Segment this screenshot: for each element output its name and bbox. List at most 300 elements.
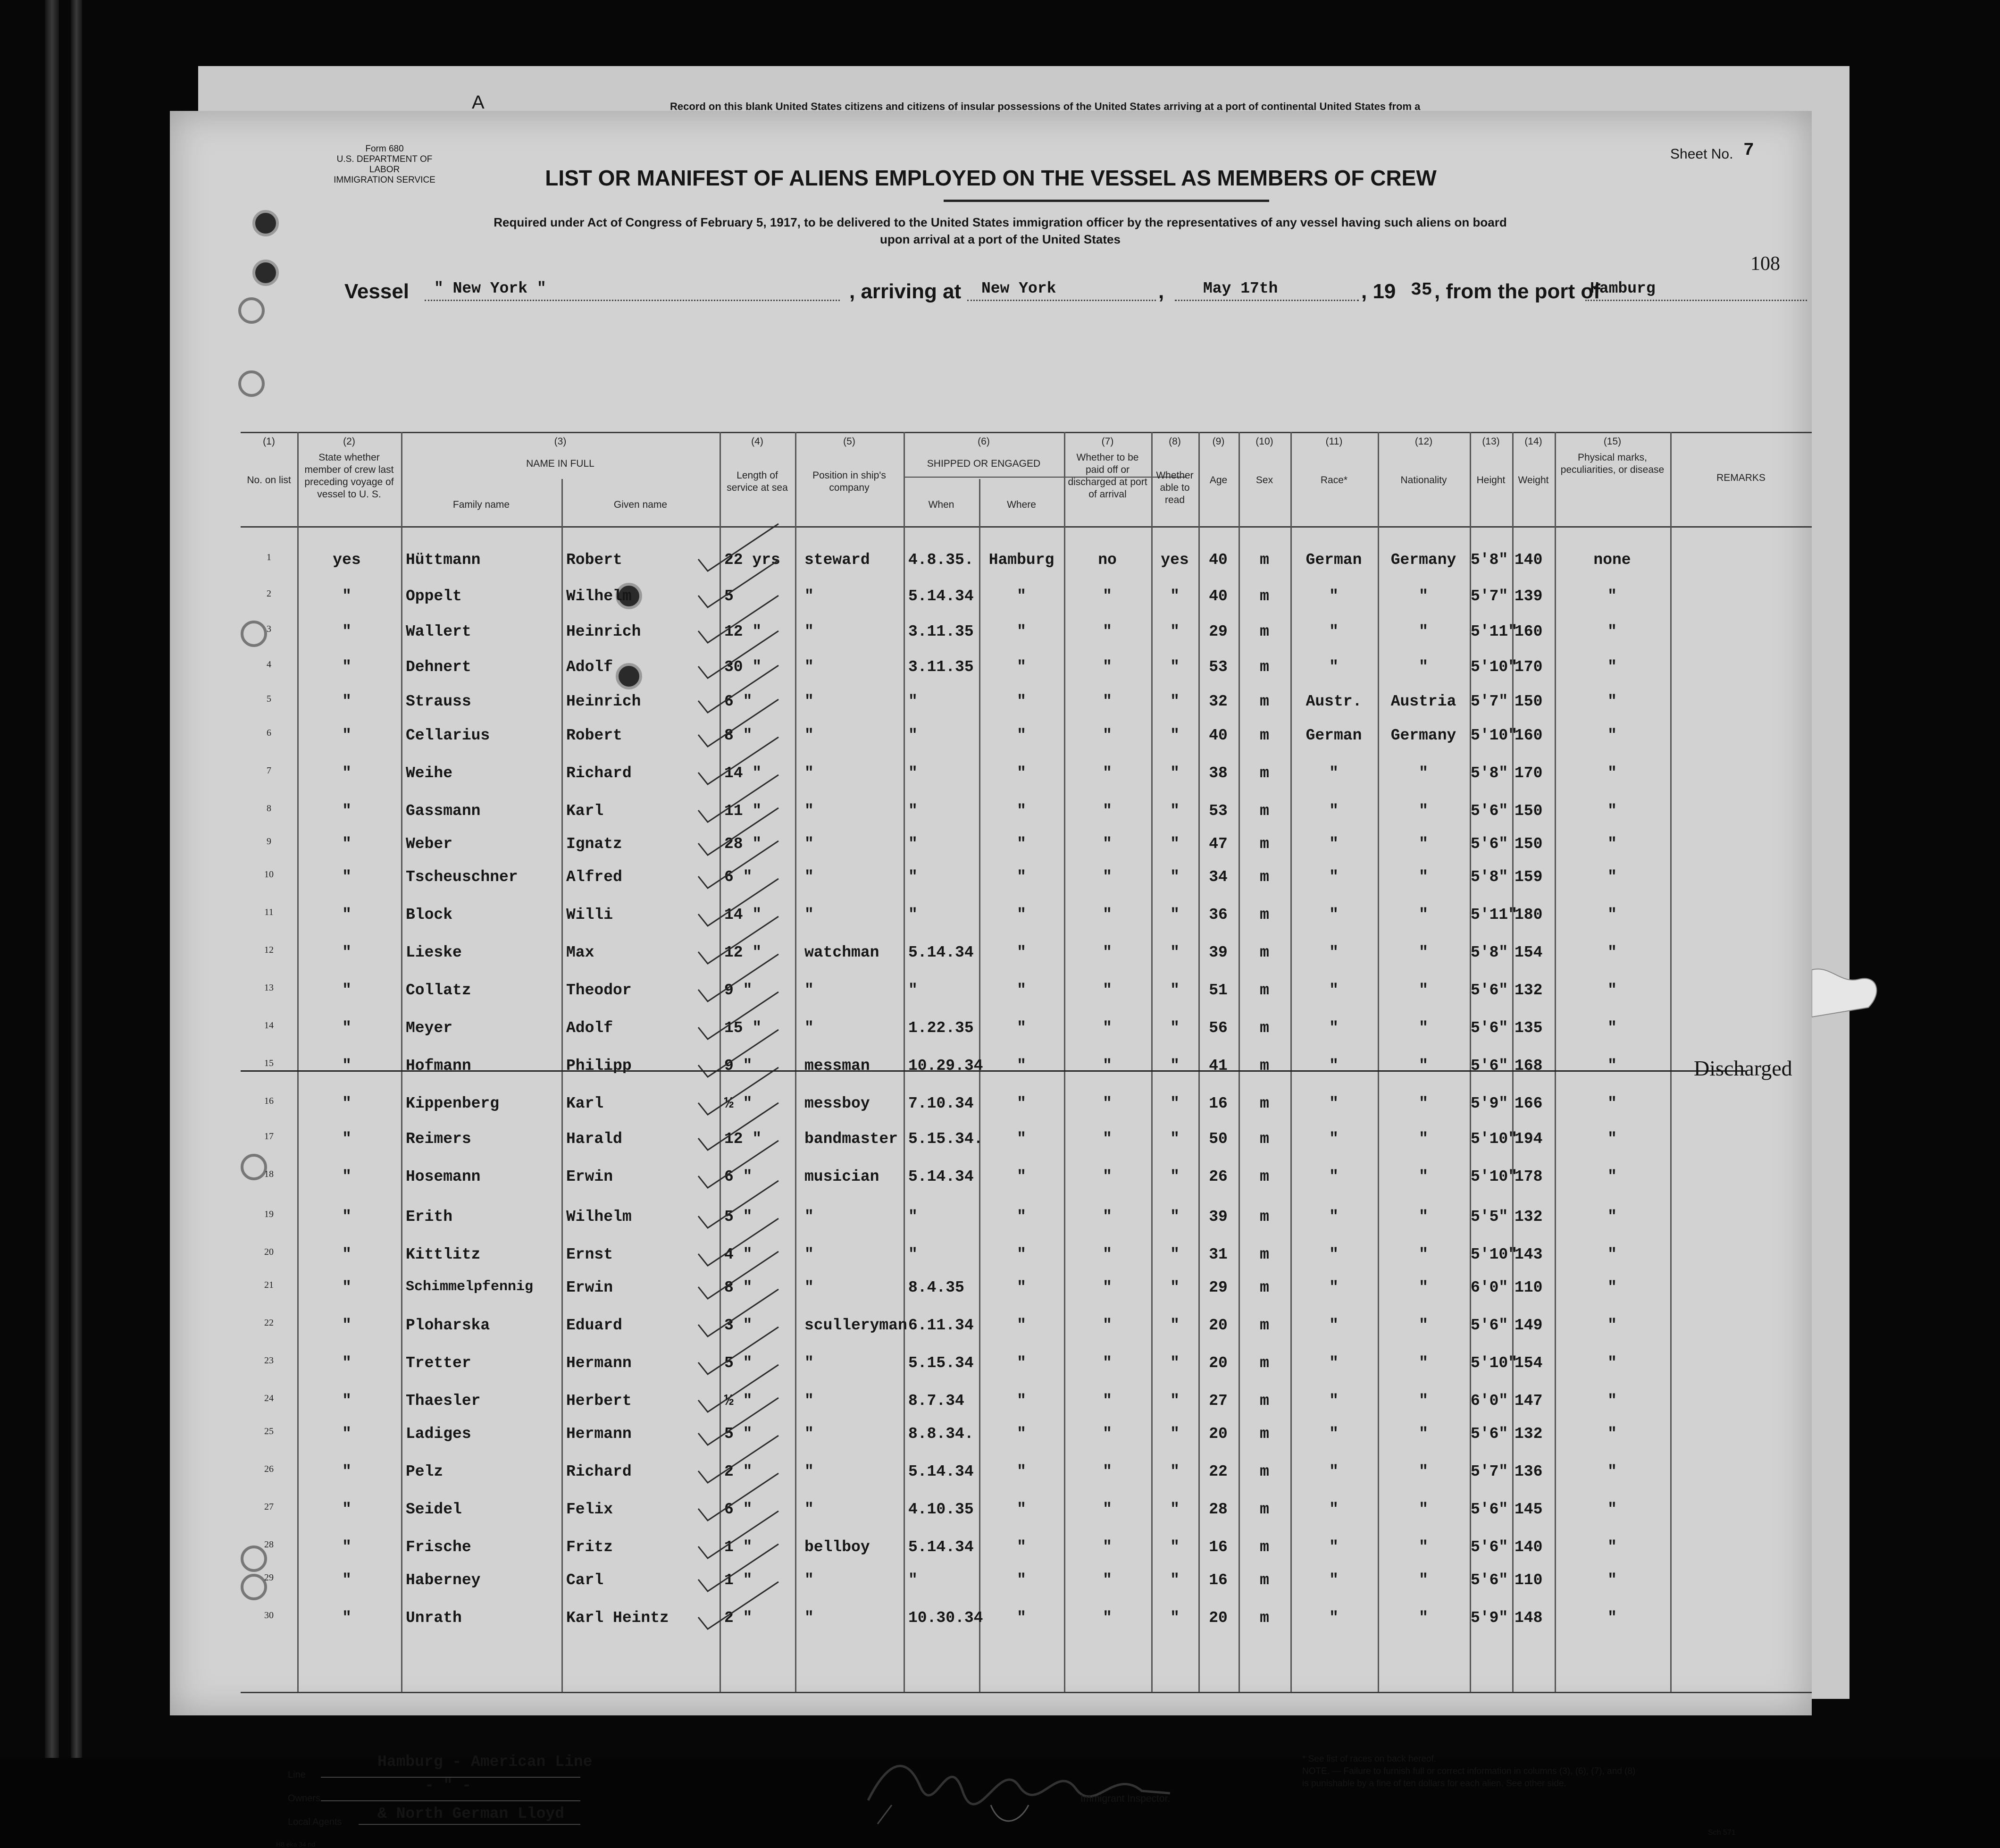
cell-paid: " (1103, 764, 1112, 782)
cell-race: " (1329, 658, 1339, 676)
cell-race: " (1329, 1019, 1339, 1037)
inspector-signature (849, 1734, 1189, 1829)
row-number: 30 (264, 1610, 274, 1621)
cell-paid: " (1103, 1168, 1112, 1185)
cell-age: 20 (1209, 1425, 1228, 1443)
column-header: Whether to be paid off or discharged at port of arrival (1068, 452, 1147, 500)
column-subheader: Given name (613, 499, 668, 510)
cell-when: 5.14.34 (908, 588, 974, 605)
cell-read: " (1170, 1392, 1180, 1410)
cell-given: Robert (566, 727, 622, 744)
cell-height: 5'8" (1471, 551, 1508, 569)
cell-prev: " (342, 1463, 351, 1480)
cell-read: " (1170, 802, 1180, 820)
cell-prev: " (342, 1538, 351, 1556)
cell-service: ½ " (724, 1392, 753, 1410)
cell-position: " (804, 623, 814, 640)
cell-age: 39 (1209, 944, 1228, 961)
cell-read: " (1170, 1571, 1180, 1589)
cell-age: 53 (1209, 802, 1228, 820)
cell-prev: " (342, 1317, 351, 1334)
cell-paid: " (1103, 868, 1112, 886)
cell-position: " (804, 868, 814, 886)
cell-height: 5'6" (1471, 1019, 1508, 1037)
cell-given: Heinrich (566, 693, 641, 710)
cell-paid: " (1103, 1019, 1112, 1037)
cell-sex: m (1260, 658, 1269, 676)
cell-age: 47 (1209, 835, 1228, 853)
cell-family: Erith (406, 1208, 453, 1226)
row-number: 13 (264, 983, 274, 993)
cell-height: 5'8" (1471, 764, 1508, 782)
cell-height: 5'6" (1471, 1425, 1508, 1443)
cell-where: " (1017, 802, 1026, 820)
cell-prev: " (342, 802, 351, 820)
cell-height: 5'9" (1471, 1095, 1508, 1112)
row-number: 2 (267, 588, 271, 599)
cell-marks: " (1607, 1463, 1617, 1480)
row-number: 29 (264, 1572, 274, 1583)
cell-height: 5'9" (1471, 1609, 1508, 1627)
top-record-note: Record on this blank United States citizens and citizens of insular possessions of the United States arriving at a port of continental United States from a (670, 101, 1421, 112)
cell-when: 4.10.35 (908, 1501, 974, 1518)
check-mark (698, 1181, 778, 1228)
cell-nat: " (1419, 1571, 1428, 1589)
cell-service: 6 " (724, 1168, 753, 1185)
cell-age: 53 (1209, 658, 1228, 676)
cell-when: " (908, 727, 918, 744)
check-mark (698, 665, 778, 713)
cell-service: 3 " (724, 1317, 753, 1334)
cell-nat: " (1419, 835, 1428, 853)
cell-marks: " (1607, 1354, 1617, 1372)
cell-service: 30 " (724, 658, 762, 676)
cell-nat: " (1419, 982, 1428, 999)
cell-where: " (1017, 623, 1026, 640)
cell-race: " (1329, 835, 1339, 853)
cell-weight: 140 (1515, 1538, 1543, 1556)
cell-family: Weber (406, 835, 453, 853)
cell-prev: " (342, 1168, 351, 1185)
cell-nat: " (1419, 658, 1428, 676)
cell-sex: m (1260, 1425, 1269, 1443)
row-number: 6 (267, 728, 271, 738)
cell-sex: m (1260, 1609, 1269, 1627)
cell-nat: " (1419, 1425, 1428, 1443)
cell-position: " (804, 1279, 814, 1296)
cell-sex: m (1260, 1354, 1269, 1372)
column-number: (4) (751, 436, 763, 447)
cell-read: " (1170, 1425, 1180, 1443)
cell-weight: 170 (1515, 764, 1543, 782)
cell-where: " (1017, 1095, 1026, 1112)
cell-given: Fritz (566, 1538, 613, 1556)
form-code: H8 eka 34 nd (276, 1840, 316, 1848)
cell-when: 10.30.34 (908, 1609, 983, 1627)
cell-race: " (1329, 944, 1339, 961)
cell-given: Max (566, 944, 594, 961)
cell-sex: m (1260, 982, 1269, 999)
cell-weight: 140 (1515, 551, 1543, 569)
cell-read: " (1170, 944, 1180, 961)
cell-weight: 160 (1515, 623, 1543, 640)
column-number: (9) (1212, 436, 1225, 447)
cell-position: " (804, 1246, 814, 1263)
cell-weight: 160 (1515, 727, 1543, 744)
cell-race: " (1329, 868, 1339, 886)
cell-sex: m (1260, 835, 1269, 853)
cell-paid: " (1103, 1130, 1112, 1148)
cell-given: Erwin (566, 1279, 613, 1296)
cell-when: " (908, 868, 918, 886)
cell-race: " (1329, 1501, 1339, 1518)
cell-service: 2 " (724, 1463, 753, 1480)
cell-when: 5.15.34 (908, 1354, 974, 1372)
cell-family: Block (406, 906, 453, 924)
cell-sex: m (1260, 693, 1269, 710)
cell-family: Collatz (406, 982, 471, 999)
arriving-port: New York (981, 280, 1056, 297)
cell-age: 16 (1209, 1095, 1228, 1112)
cell-position: " (804, 982, 814, 999)
cell-race: " (1329, 802, 1339, 820)
column-subheader: Family name (452, 499, 510, 510)
cell-when: 5.14.34 (908, 1463, 974, 1480)
cell-service: 12 " (724, 623, 762, 640)
cell-where: " (1017, 944, 1026, 961)
check-mark (698, 596, 778, 643)
cell-race: " (1329, 1354, 1339, 1372)
cell-given: Robert (566, 551, 622, 569)
cell-read: " (1170, 1501, 1180, 1518)
cell-prev: " (342, 1279, 351, 1296)
cell-where: " (1017, 982, 1026, 999)
check-mark (698, 841, 778, 888)
cell-prev: " (342, 1057, 351, 1075)
cell-position: messboy (804, 1095, 870, 1112)
cell-given: Karl (566, 802, 604, 820)
cell-when: 5.14.34 (908, 944, 974, 961)
cell-prev: " (342, 906, 351, 924)
cell-marks: " (1607, 727, 1617, 744)
cell-height: 5'6" (1471, 1538, 1508, 1556)
cell-race: " (1329, 1057, 1339, 1075)
cell-sex: m (1260, 1317, 1269, 1334)
column-number: (10) (1255, 436, 1273, 447)
cell-nat: " (1419, 1538, 1428, 1556)
cell-sex: m (1260, 551, 1269, 569)
cell-marks: " (1607, 1095, 1617, 1112)
cell-race: " (1329, 1571, 1339, 1589)
column-header: Position in ship's company (812, 470, 886, 493)
column-number: (1) (263, 436, 275, 447)
cell-nat: " (1419, 588, 1428, 605)
cell-position: " (804, 1571, 814, 1589)
column-header: Physical marks, peculiarities, or disease (1560, 452, 1665, 475)
cell-when: 5.14.34 (908, 1538, 974, 1556)
cell-prev: " (342, 982, 351, 999)
cell-given: Alfred (566, 868, 622, 886)
column-number: (7) (1101, 436, 1114, 447)
cell-age: 29 (1209, 1279, 1228, 1296)
row-number: 18 (264, 1169, 274, 1179)
cell-when: 5.15.34. (908, 1130, 983, 1148)
cell-race: German (1305, 727, 1362, 744)
cell-paid: " (1103, 1317, 1112, 1334)
cell-position: " (804, 835, 814, 853)
cell-given: Erwin (566, 1168, 613, 1185)
cell-where: " (1017, 1279, 1026, 1296)
cell-marks: " (1607, 1501, 1617, 1518)
column-number: (13) (1482, 436, 1500, 447)
cell-read: " (1170, 868, 1180, 886)
vessel-label: Vessel (344, 280, 410, 303)
cell-given: Willi (566, 906, 613, 924)
cell-nat: Germany (1390, 727, 1456, 744)
column-header: Length of service at sea (727, 470, 788, 493)
local-agents-label: Local Agents (288, 1817, 342, 1827)
cell-prev: " (342, 623, 351, 640)
cell-height: 5'5" (1471, 1208, 1508, 1226)
cell-when: " (908, 906, 918, 924)
cell-nat: " (1419, 1168, 1428, 1185)
cell-marks: " (1607, 1057, 1617, 1075)
cell-where: " (1017, 1317, 1026, 1334)
cell-paid: " (1103, 1463, 1112, 1480)
cell-given: Felix (566, 1501, 613, 1518)
cell-weight: 148 (1515, 1609, 1543, 1627)
cell-service: 6 " (724, 1501, 753, 1518)
cell-when: " (908, 982, 918, 999)
cell-prev: " (342, 1501, 351, 1518)
cell-service: 28 " (724, 835, 762, 853)
cell-read: " (1170, 982, 1180, 999)
cell-position: " (804, 1208, 814, 1226)
cell-position: bellboy (804, 1538, 870, 1556)
cell-read: " (1170, 623, 1180, 640)
cell-paid: " (1103, 623, 1112, 640)
row-number: 28 (264, 1539, 274, 1550)
cell-prev: " (342, 693, 351, 710)
cell-position: " (804, 727, 814, 744)
owners-field-rule (321, 1800, 580, 1801)
row-number: 21 (264, 1280, 274, 1290)
cell-service: 11 " (724, 802, 762, 820)
cell-where: " (1017, 588, 1026, 605)
cell-height: 5'7" (1471, 1463, 1508, 1480)
cell-given: Richard (566, 764, 632, 782)
cell-paid: " (1103, 1354, 1112, 1372)
row-number: 3 (267, 624, 271, 634)
cell-marks: " (1607, 1019, 1617, 1037)
cell-sex: m (1260, 1463, 1269, 1480)
cell-marks: " (1607, 623, 1617, 640)
cell-where: " (1017, 1501, 1026, 1518)
cell-height: 5'10" (1471, 1130, 1518, 1148)
cell-height: 5'6" (1471, 835, 1508, 853)
cell-family: Cellarius (406, 727, 490, 744)
cell-position: " (804, 1392, 814, 1410)
cell-paid: " (1103, 1501, 1112, 1518)
column-header: NAME IN FULL (526, 458, 594, 469)
column-header: State whether member of crew last preceding voyage of vessel to U. S. (304, 452, 394, 500)
cell-sex: m (1260, 588, 1269, 605)
cell-age: 28 (1209, 1501, 1228, 1518)
cell-service: 12 " (724, 944, 762, 961)
cell-prev: " (342, 1130, 351, 1148)
cell-height: 5'10" (1471, 1168, 1518, 1185)
row-number: 10 (264, 869, 274, 880)
column-header: Nationality (1400, 475, 1447, 486)
cell-given: Hermann (566, 1354, 632, 1372)
cell-service: 12 " (724, 1130, 762, 1148)
cell-prev: " (342, 1392, 351, 1410)
cell-given: Ignatz (566, 835, 622, 853)
cell-family: Hüttmann (406, 551, 481, 569)
cell-position: " (804, 1354, 814, 1372)
cell-read: " (1170, 1095, 1180, 1112)
cell-position: " (804, 1501, 814, 1518)
cell-weight: 132 (1515, 982, 1543, 999)
cell-position: " (804, 764, 814, 782)
local-agents-value: & North German Lloyd (377, 1805, 565, 1823)
cell-given: Wilhelm (566, 588, 632, 605)
cell-paid: " (1103, 1095, 1112, 1112)
cell-age: 26 (1209, 1168, 1228, 1185)
cell-service: 22 yrs (724, 551, 780, 569)
cell-marks: " (1607, 906, 1617, 924)
cell-paid: " (1103, 1538, 1112, 1556)
cell-prev: " (342, 658, 351, 676)
cell-race: " (1329, 982, 1339, 999)
row-number: 7 (267, 765, 271, 776)
page-title: LIST OR MANIFEST OF ALIENS EMPLOYED ON THE VESSEL AS MEMBERS OF CREW (545, 166, 1437, 190)
cell-weight: 159 (1515, 868, 1543, 886)
cell-family: Dehnert (406, 658, 471, 676)
cell-age: 40 (1209, 588, 1228, 605)
row-number: 23 (264, 1355, 274, 1366)
check-mark (698, 1103, 778, 1150)
cell-when: 8.7.34 (908, 1392, 964, 1410)
cell-where: " (1017, 906, 1026, 924)
cell-paid: " (1103, 906, 1112, 924)
cell-family: Unrath (406, 1609, 462, 1627)
cell-read: " (1170, 1279, 1180, 1296)
cell-prev: " (342, 1609, 351, 1627)
cell-weight: 170 (1515, 658, 1543, 676)
cell-weight: 149 (1515, 1317, 1543, 1334)
cell-position: steward (804, 551, 870, 569)
from-port: Hamburg (1590, 280, 1656, 297)
cell-height: 5'6" (1471, 982, 1508, 999)
cell-race: " (1329, 906, 1339, 924)
cell-when: " (908, 1208, 918, 1226)
row-number: 12 (264, 945, 274, 955)
subtitle-line: Required under Act of Congress of February 5, 1917, to be delivered to the United States immigration officer by the representatives of any vessel having such aliens on board (494, 215, 1507, 229)
cell-given: Adolf (566, 1019, 613, 1037)
cell-family: Hosemann (406, 1168, 481, 1185)
cell-sex: m (1260, 1392, 1269, 1410)
cell-age: 20 (1209, 1317, 1228, 1334)
cell-height: 5'10" (1471, 1246, 1518, 1263)
cell-paid: " (1103, 1279, 1112, 1296)
record-mark: A (472, 92, 485, 113)
column-header: Whether able to read (1156, 470, 1194, 505)
cell-position: " (804, 1609, 814, 1627)
cell-family: Strauss (406, 693, 471, 710)
cell-marks: " (1607, 588, 1617, 605)
cell-service: ½ " (724, 1095, 753, 1112)
check-mark (698, 1544, 778, 1591)
cell-weight: 150 (1515, 835, 1543, 853)
cell-service: 6 " (724, 868, 753, 886)
cell-marks: " (1607, 835, 1617, 853)
cell-marks: " (1607, 1609, 1617, 1627)
cell-service: 15 " (724, 1019, 762, 1037)
cell-age: 51 (1209, 982, 1228, 999)
cell-paid: " (1103, 982, 1112, 999)
discharged-strike-line (241, 1070, 1746, 1072)
cell-service: 6 " (724, 693, 753, 710)
cell-race: " (1329, 623, 1339, 640)
footnote-line: is punishable by a fine of ten dollars for each alien. See other side. (1302, 1779, 1566, 1789)
cell-when: 8.4.35 (908, 1279, 964, 1296)
cell-where: " (1017, 1463, 1026, 1480)
cell-where: " (1017, 727, 1026, 744)
cell-sex: m (1260, 1057, 1269, 1075)
binder-edge (45, 0, 59, 1758)
cell-paid: no (1098, 551, 1117, 569)
row-number: 20 (264, 1247, 274, 1257)
cell-family: Reimers (406, 1130, 471, 1148)
cell-sex: m (1260, 906, 1269, 924)
cell-position: " (804, 588, 814, 605)
cell-marks: " (1607, 802, 1617, 820)
cell-paid: " (1103, 944, 1112, 961)
cell-where: " (1017, 764, 1026, 782)
cell-family: Weihe (406, 764, 453, 782)
row-number: 25 (264, 1426, 274, 1436)
cell-position: watchman (804, 944, 879, 961)
cell-read: " (1170, 1168, 1180, 1185)
column-header: SHIPPED OR ENGAGED (927, 458, 1041, 469)
row-number: 24 (264, 1393, 274, 1403)
cell-race: German (1305, 551, 1362, 569)
cell-family: Oppelt (406, 588, 462, 605)
cell-race: Austr. (1305, 693, 1362, 710)
schedule-code: Sch 571 (1708, 1829, 1736, 1837)
cell-nat: " (1419, 1246, 1428, 1263)
cell-family: Ploharska (406, 1317, 490, 1334)
cell-marks: " (1607, 868, 1617, 886)
row-number: 22 (264, 1318, 274, 1328)
cell-when: 3.11.35 (908, 658, 974, 676)
cell-height: 5'7" (1471, 588, 1508, 605)
cell-position: bandmaster (804, 1130, 898, 1148)
cell-height: 5'11" (1471, 623, 1518, 640)
cell-when: 1.22.35 (908, 1019, 974, 1037)
row-number: 27 (264, 1502, 274, 1512)
cell-age: 40 (1209, 727, 1228, 744)
cell-where: " (1017, 658, 1026, 676)
check-mark (698, 1252, 778, 1299)
cell-nat: " (1419, 1463, 1428, 1480)
cell-position: " (804, 802, 814, 820)
cell-prev: " (342, 588, 351, 605)
cell-sex: m (1260, 1571, 1269, 1589)
cell-when: 5.14.34 (908, 1168, 974, 1185)
cell-given: Harald (566, 1130, 622, 1148)
